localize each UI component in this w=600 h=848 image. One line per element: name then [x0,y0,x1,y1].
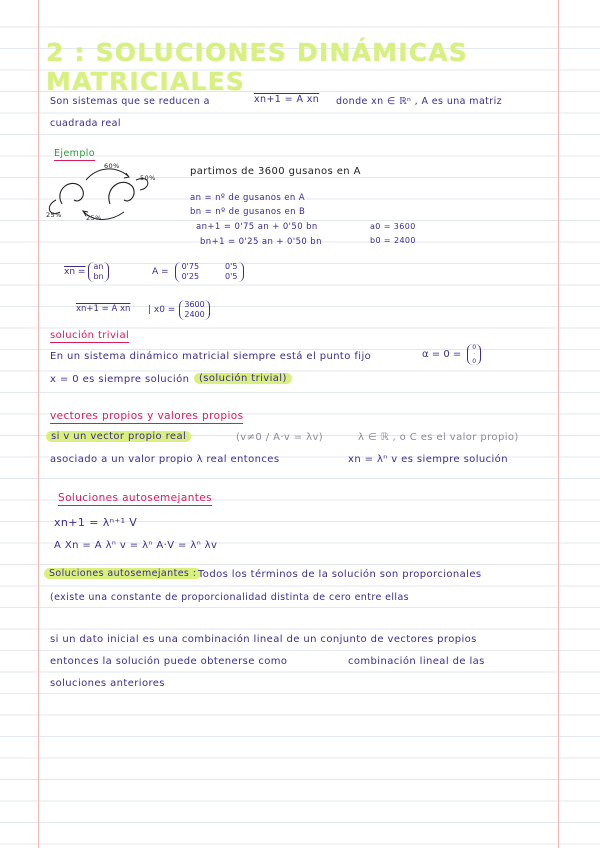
combination-line-1: si un dato inicial es una combinación lineal de un conjunto de vectores propios [50,634,477,645]
zero-entry-1: 0 [472,344,477,351]
eigen-highlight: si v un vector propio real [46,431,191,442]
initial-a: a0 = 3600 [370,222,416,231]
selfsimilar-definition-2: (existe una constante de proporcionalidad distinta de cero entre ellas [50,592,410,603]
trivial-line-2: x = 0 es siempre solución [50,374,190,385]
heading-trivial: solución trivial [50,330,130,341]
zero-vector-bracket: 0 · 0 [467,344,481,365]
x0-entry-2: 2400 [184,310,205,319]
selfsimilar-highlight: Soluciones autosemejantes : [44,568,201,579]
def-a: an = nº de gusanos en A [190,193,306,203]
combination-line-3: soluciones anteriores [50,678,165,689]
trivial-highlight: (solución trivial) [194,373,292,384]
worm-b-shape [109,182,134,204]
matrix-a-lhs: A = [152,267,169,277]
matrix-a-11: 0'75 [181,262,200,271]
vector-xn-bracket [88,262,108,282]
vector-xn-lhs: xn = [64,267,86,277]
heading-eigen: vectores propios y valores propios [50,410,244,422]
recursion-equation: xn+1 = A xn [76,304,131,314]
arrow-label-1: 60% [104,162,120,170]
eigen-condition: (v≠0 / A·v = λv) [236,432,324,443]
x0-lhs: | x0 = [148,305,176,315]
selfsimilar-eq-1: xn+1 = λⁿ⁺¹ V [54,516,138,529]
vector-xn-entry-1: an [93,262,104,271]
matrix-a-bracket [175,262,245,282]
worm-a-shape [60,183,84,204]
eigen-solution: xn = λⁿ v es siempre solución [348,454,508,465]
matrix-a-21: 0'25 [181,272,200,281]
combination-line-2: entonces la solución puede obtenerse como [50,656,288,667]
selfsimilar-eq-2: A Xn = A λⁿ v = λⁿ A·V = λⁿ λv [54,540,218,551]
arrow-label-3: 25% [46,211,62,219]
fixed-point [422,344,481,365]
left-margin-line [38,0,39,848]
fixed-point-lhs: α = 0 = [422,349,462,360]
intro-text-b: donde xn ∈ ℝⁿ , A es una matriz [336,96,503,107]
matrix-a-12: 0'5 [225,262,238,271]
trivial-line-1: En un sistema dinámico matricial siempre está el punto fijo [50,351,372,362]
example-label: Ejemplo [54,148,96,159]
zero-entry-2: 0 [472,358,477,365]
initial-vector [148,300,210,320]
x0-entry-1: 3600 [184,300,205,309]
vector-xn [64,262,109,282]
example-statement: partimos de 3600 gusanos en A [190,166,361,177]
arrow-label-2: 50% [140,174,156,182]
eigen-line-2: asociado a un valor propio λ real entonces [50,454,280,465]
matrix-a [152,262,244,282]
equation-a: an+1 = 0'75 an + 0'50 bn [196,222,318,232]
selfsimilar-definition: Todos los términos de la solución son proporcionales [198,569,482,580]
heading-selfsimilar: Soluciones autosemejantes [58,492,213,504]
vector-xn-entry-2: bn [93,272,104,281]
intro-text: Son sistemas que se reducen a [50,96,210,107]
x0-bracket [179,300,209,320]
equation-b: bn+1 = 0'25 an + 0'50 bn [200,237,322,247]
intro-equation: xn+1 = A xn [254,94,320,105]
right-margin-line [558,0,559,848]
intro-text-2: cuadrada real [50,118,121,129]
arrow-label-4: 25% [86,214,102,222]
arrow-a-to-b [86,169,128,180]
page-title: 2 : SOLUCIONES DINÁMICAS MATRICIALES [46,38,469,96]
initial-b: b0 = 2400 [370,236,416,245]
combination-line-2b: combinación lineal de las [348,656,485,667]
eigen-value-note: λ ∈ ℝ , o C es el valor propio) [358,432,519,443]
matrix-a-22: 0'5 [225,272,238,281]
def-b: bn = nº de gusanos en B [190,207,306,217]
